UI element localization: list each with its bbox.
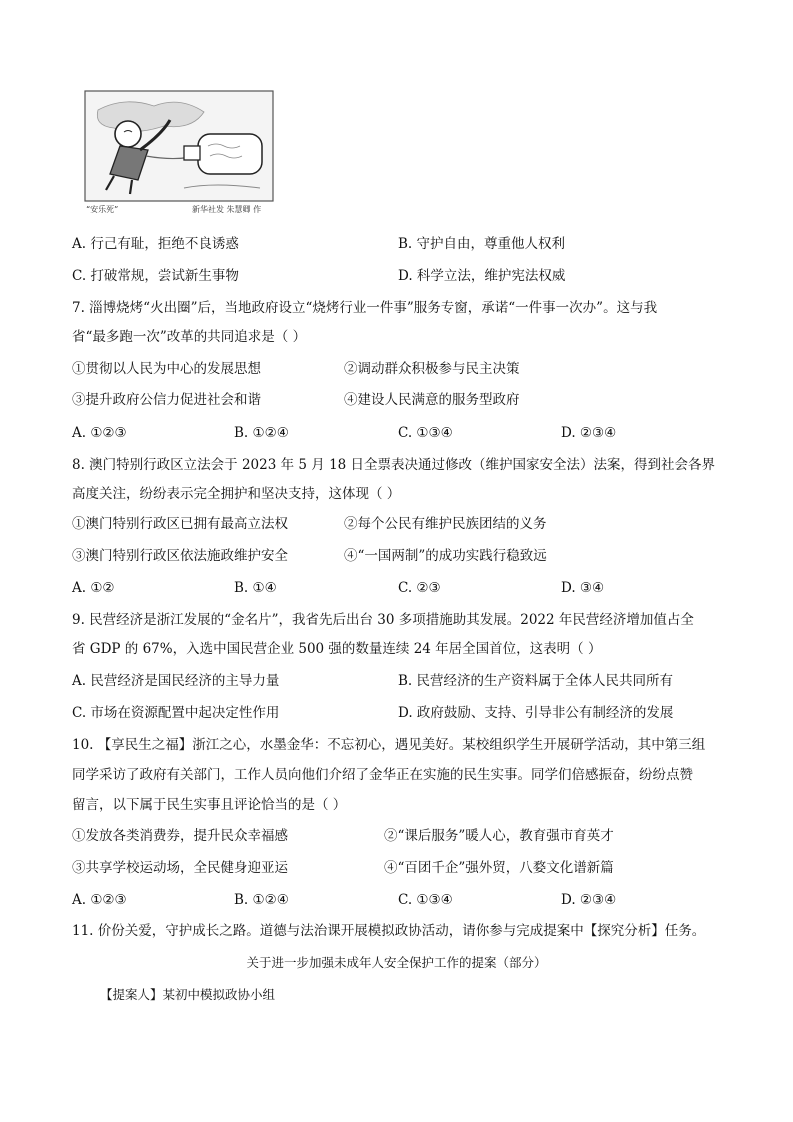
q8-item-1: ①澳门特别行政区已拥有最高立法权 bbox=[72, 516, 288, 532]
q10-item-2: ②“课后服务”暖人心，教育强市育英才 bbox=[384, 828, 614, 844]
q9-option-a: A. 民营经济是国民经济的主导力量 bbox=[72, 673, 280, 689]
q8-stem-line2: 高度关注，纷纷表示完全拥护和坚决支持，这体现（ ） bbox=[72, 486, 401, 502]
cartoon-caption-right: 新华社发 朱慧卿 作 bbox=[192, 205, 262, 214]
q6-option-c: C. 打破常规，尝试新生事物 bbox=[72, 268, 239, 284]
q10-item-4: ④“百团千企”强外贸，八婺文化谱新篇 bbox=[384, 860, 614, 876]
q9-option-c: C. 市场在资源配置中起决定性作用 bbox=[72, 705, 280, 721]
q8-item-2: ②每个公民有维护民族团结的义务 bbox=[344, 516, 547, 532]
q7-option-b: B. ①②④ bbox=[234, 425, 289, 441]
q7-item-1: ①贯彻以人民为中心的发展思想 bbox=[72, 361, 261, 377]
q6-option-d: D. 科学立法，维护宪法权威 bbox=[398, 268, 566, 284]
q10-item-1: ①发放各类消费券，提升民众幸福感 bbox=[72, 828, 288, 844]
q10-stem-line1: 10. 【享民生之福】浙江之心，水墨金华：不忘初心，遇见美好。某校组织学生开展研学活动，其中第三组 bbox=[72, 737, 706, 753]
q9-stem-line1: 9. 民营经济是浙江发展的“金名片”，我省先后出台 30 多项措施助其发展。2022 年民营经济增加值占全 bbox=[72, 612, 694, 628]
q8-option-b: B. ①④ bbox=[234, 580, 277, 596]
q7-option-a: A. ①②③ bbox=[72, 425, 127, 441]
proposal-title: 关于进一步加强未成年人安全保护工作的提案（部分） bbox=[246, 955, 547, 970]
q7-stem-line1: 7. 淄博烧烤“火出圈”后，当地政府设立“烧烤行业一件事”服务专窗，承诺“一件事一次办”。这与我 bbox=[72, 300, 658, 316]
q10-option-c: C. ①③④ bbox=[398, 892, 453, 908]
q9-stem-line2: 省 GDP 的 67%，入选中国民营企业 500 强的数量连续 24 年居全国首位，这表明（ ） bbox=[72, 641, 602, 657]
q8-option-d: D. ③④ bbox=[561, 580, 605, 596]
cartoon-illustration bbox=[84, 90, 274, 202]
q9-option-d: D. 政府鼓励、支持、引导非公有制经济的发展 bbox=[398, 705, 674, 721]
q8-item-4: ④“一国两制”的成功实践行稳致远 bbox=[344, 548, 547, 564]
proposal-proposer: 【提案人】某初中模拟政协小组 bbox=[100, 987, 276, 1002]
q11-stem-line1: 11. 价份关爱，守护成长之路。道德与法治课开展模拟政协活动，请你参与完成提案中【探究分析】任务。 bbox=[72, 923, 706, 939]
q8-option-c: C. ②③ bbox=[398, 580, 441, 596]
q7-option-d: D. ②③④ bbox=[561, 425, 617, 441]
cartoon-image bbox=[84, 90, 274, 220]
q7-option-c: C. ①③④ bbox=[398, 425, 453, 441]
q10-option-b: B. ①②④ bbox=[234, 892, 289, 908]
q10-option-a: A. ①②③ bbox=[72, 892, 127, 908]
q8-option-a: A. ①② bbox=[72, 580, 115, 596]
q10-stem-line2: 同学采访了政府有关部门，工作人员向他们介绍了金华正在实施的民生实事。同学们倍感振奋，纷纷点赞 bbox=[72, 767, 693, 783]
q9-option-b: B. 民营经济的生产资料属于全体人民共同所有 bbox=[398, 673, 674, 689]
q8-item-3: ③澳门特别行政区依法施政维护安全 bbox=[72, 548, 288, 564]
q10-stem-line3: 留言，以下属于民生实事且评论恰当的是（ ） bbox=[72, 797, 347, 813]
q7-item-4: ④建设人民满意的服务型政府 bbox=[344, 392, 520, 408]
cartoon-caption-left: “安乐死” bbox=[86, 205, 119, 214]
q10-option-d: D. ②③④ bbox=[561, 892, 617, 908]
q7-stem-line2: 省“最多跑一次”改革的共同追求是（ ） bbox=[72, 329, 307, 345]
q7-item-2: ②调动群众积极参与民主决策 bbox=[344, 361, 520, 377]
q6-option-a: A. 行己有耻，拒绝不良诱惑 bbox=[72, 236, 239, 252]
q6-option-b: B. 守护自由，尊重他人权利 bbox=[398, 236, 566, 252]
q7-item-3: ③提升政府公信力促进社会和谐 bbox=[72, 392, 261, 408]
q10-item-3: ③共享学校运动场，全民健身迎亚运 bbox=[72, 860, 288, 876]
q8-stem-line1: 8. 澳门特别行政区立法会于 2023 年 5 月 18 日全票表决通过修改（维护国家安全法）法案，得到社会各界 bbox=[72, 457, 716, 473]
